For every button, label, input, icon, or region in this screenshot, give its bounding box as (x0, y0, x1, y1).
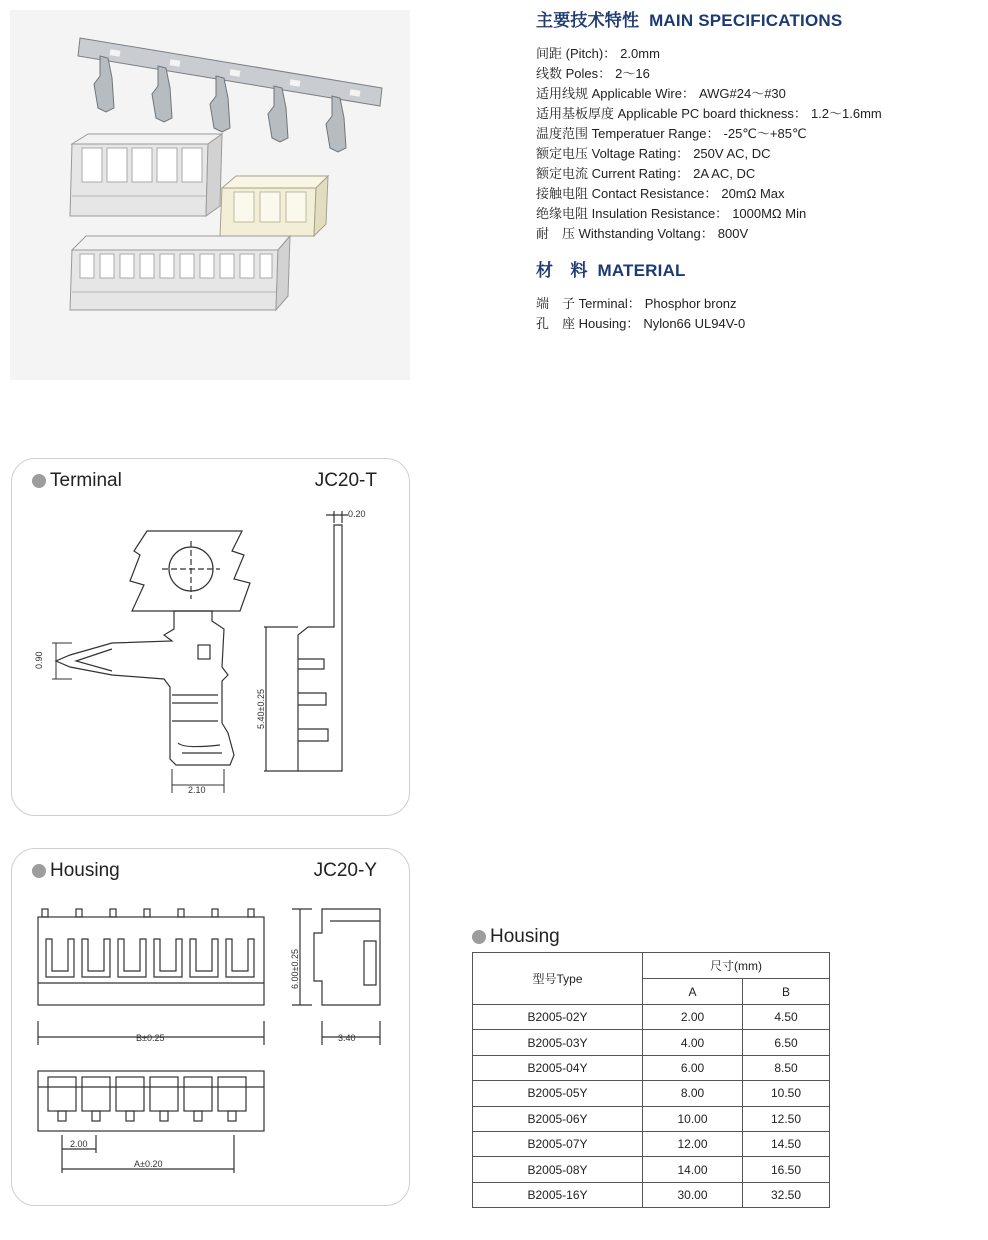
cell-a: 14.00 (643, 1157, 743, 1182)
spec-value: AWG#24～#30 (698, 86, 786, 101)
spec-item (536, 164, 976, 184)
specifications-heading-cn: 主要技术特性 (536, 11, 640, 30)
spec-item (536, 104, 976, 124)
header-type: 型号Type (473, 953, 643, 1005)
terminal-drawing-panel (11, 458, 410, 816)
housing-table-title (472, 926, 560, 948)
dim-height-label: 6.00±0.25 (290, 949, 300, 989)
table-row (473, 1005, 830, 1030)
cell-b: 4.50 (743, 1005, 830, 1030)
connector-illustration (10, 10, 410, 380)
material-item (536, 294, 976, 314)
cell-type: B2005-07Y (473, 1131, 643, 1156)
material-list (536, 294, 976, 334)
cell-a: 6.00 (643, 1055, 743, 1080)
terminal-part-code: JC20-T (314, 470, 377, 491)
spec-value: 1000MΩ Min (732, 206, 807, 221)
table-row (473, 1081, 830, 1106)
table-row (473, 1055, 830, 1080)
spec-value: 20mΩ Max (721, 186, 785, 201)
dim-width-label: 0.90 (34, 651, 44, 669)
housing-front-view (38, 909, 264, 1045)
cell-a: 10.00 (643, 1106, 743, 1131)
cell-a: 12.00 (643, 1131, 743, 1156)
housing-bottom-view (38, 1071, 264, 1173)
housing-technical-drawing (12, 849, 411, 1207)
housing-size-table (472, 952, 830, 1208)
cell-type: B2005-05Y (473, 1081, 643, 1106)
housing-drawing-panel (11, 848, 410, 1206)
spec-item (536, 64, 976, 84)
spec-value: 1.2～1.6mm (810, 106, 882, 121)
dim-height-label: 5.40±0.25 (256, 689, 266, 729)
table-row (473, 1182, 830, 1207)
spec-label: 额定电压 Voltage Rating： (536, 146, 690, 161)
spec-item (536, 224, 976, 244)
spec-item (536, 144, 976, 164)
spec-label: 适用线规 Applicable Wire： (536, 86, 695, 101)
table-row (473, 1030, 830, 1055)
specifications-section (536, 8, 976, 334)
cell-type: B2005-03Y (473, 1030, 643, 1055)
product-photo (10, 10, 410, 380)
housing-5pin (70, 134, 222, 216)
cell-b: 12.50 (743, 1106, 830, 1131)
spec-label: 温度范围 Temperatuer Range： (536, 126, 720, 141)
cell-b: 32.50 (743, 1182, 830, 1207)
specifications-heading (536, 8, 976, 34)
terminal-side-view (264, 511, 348, 771)
spec-item (536, 124, 976, 144)
cell-type: B2005-02Y (473, 1005, 643, 1030)
cell-type: B2005-06Y (473, 1106, 643, 1131)
dim-base-label: 2.10 (188, 785, 206, 795)
housing-part-code: JC20-Y (313, 860, 377, 881)
spec-label: 线数 Poles： (536, 66, 612, 81)
cell-b: 14.50 (743, 1131, 830, 1156)
spec-value: 2.0mm (620, 46, 660, 61)
table-row (473, 1157, 830, 1182)
dim-depth-label: 3.40 (338, 1033, 356, 1043)
spec-item (536, 84, 976, 104)
dim-thickness-label: 0.20 (348, 509, 366, 519)
housing-table-title-text: Housing (490, 926, 560, 947)
cell-a: 4.00 (643, 1030, 743, 1055)
header-a: A (643, 979, 743, 1005)
cell-a: 8.00 (643, 1081, 743, 1106)
terminal-front-view (56, 531, 250, 765)
cell-b: 10.50 (743, 1081, 830, 1106)
spec-value: 800V (717, 226, 749, 241)
cell-b: 6.50 (743, 1030, 830, 1055)
spec-item (536, 184, 976, 204)
spec-label: 绝缘电阻 Insulation Resistance： (536, 206, 729, 221)
spec-label: 适用基板厚度 Applicable PC board thickness： (536, 106, 807, 121)
terminal-technical-drawing (12, 459, 411, 817)
spec-label: 耐 压 Withstanding Voltang： (536, 226, 714, 241)
spec-item (536, 44, 976, 64)
spec-label: 接触电阻 Contact Resistance： (536, 186, 718, 201)
cell-b: 8.50 (743, 1055, 830, 1080)
cell-type: B2005-04Y (473, 1055, 643, 1080)
spec-label: 间距 (Pitch)： (536, 46, 617, 61)
material-heading-cn: 材 料 (536, 261, 588, 280)
header-b: B (743, 979, 830, 1005)
spec-value: 2～16 (615, 66, 650, 81)
terminal-title-text: Terminal (50, 470, 122, 491)
material-label: 孔 座 Housing： (536, 316, 640, 331)
material-heading (536, 258, 976, 284)
table-row (473, 1131, 830, 1156)
spec-value: 250V AC, DC (693, 146, 771, 161)
cell-a: 30.00 (643, 1182, 743, 1207)
cell-type: B2005-16Y (473, 1182, 643, 1207)
table-header-row (473, 953, 830, 979)
cell-a: 2.00 (643, 1005, 743, 1030)
material-label: 端 子 Terminal： (536, 296, 641, 311)
dim-b-label: B±0.25 (136, 1033, 165, 1043)
specifications-list (536, 44, 976, 244)
specifications-heading-en: MAIN SPECIFICATIONS (649, 11, 843, 30)
spec-value: -25℃～+85℃ (723, 126, 807, 141)
bullet-icon (472, 930, 486, 944)
dim-pitch-label: 2.00 (70, 1139, 88, 1149)
housing-side-view (292, 909, 380, 1045)
spec-label: 额定电流 Current Rating： (536, 166, 690, 181)
terminal-front-dims (52, 643, 224, 793)
spec-value: 2A AC, DC (693, 166, 756, 181)
housing-title-text: Housing (50, 860, 120, 881)
cell-type: B2005-08Y (473, 1157, 643, 1182)
material-item (536, 314, 976, 334)
spec-item (536, 204, 976, 224)
material-heading-en: MATERIAL (597, 261, 686, 280)
dim-a-label: A±0.20 (134, 1159, 163, 1169)
header-size: 尺寸(mm) (643, 953, 830, 979)
material-value: Phosphor bronz (644, 296, 737, 311)
cell-b: 16.50 (743, 1157, 830, 1182)
housing-3pin (220, 176, 328, 236)
table-row (473, 1106, 830, 1131)
housing-10pin (70, 236, 290, 310)
material-value: Nylon66 UL94V-0 (643, 316, 746, 331)
